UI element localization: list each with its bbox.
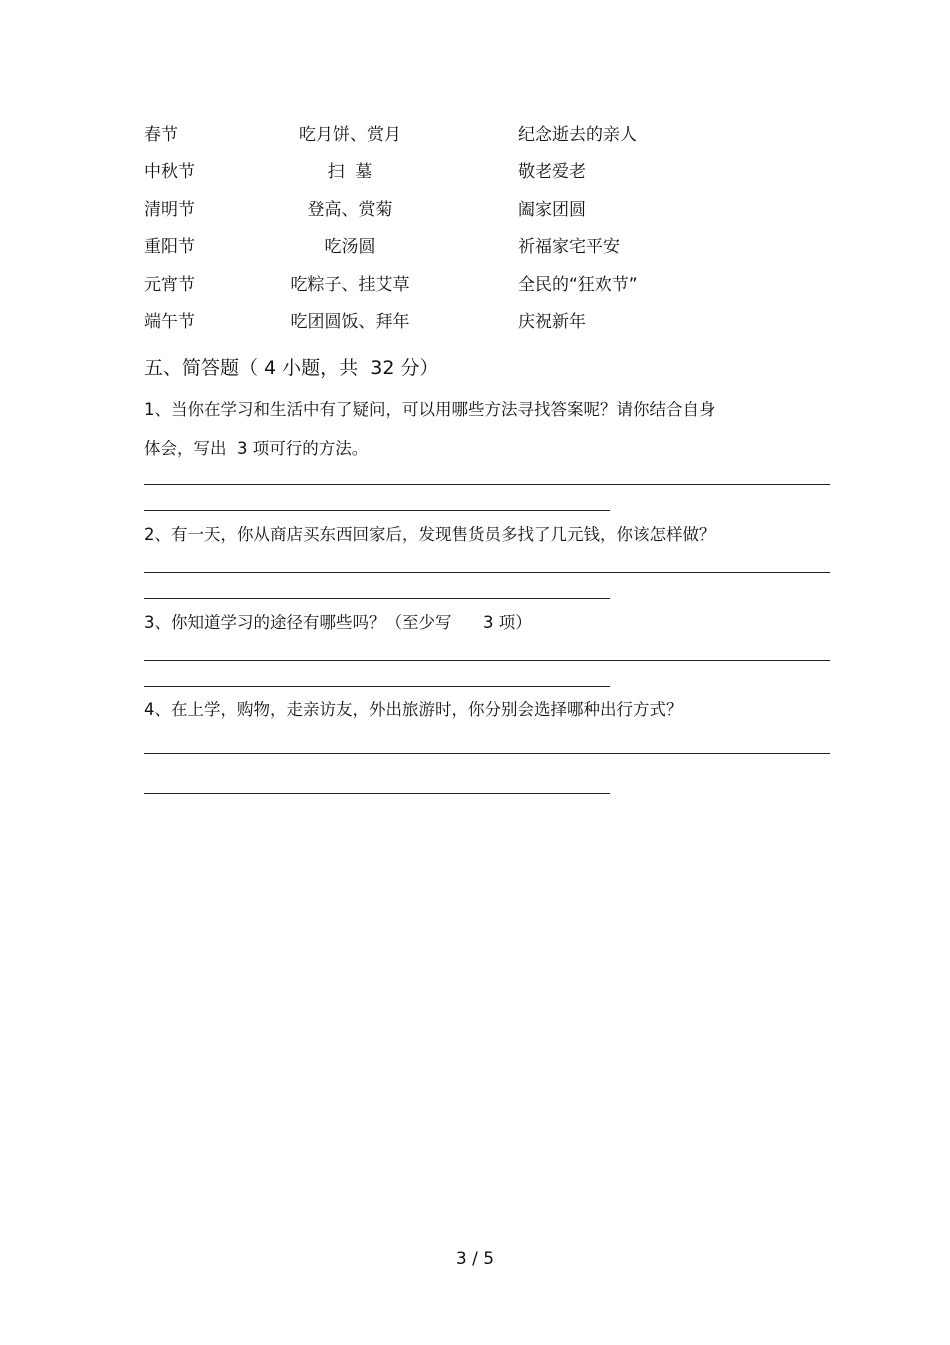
festival-custom: 吃粽子、挂艾草 — [290, 275, 410, 295]
answer-line[interactable] — [144, 510, 610, 511]
festival-custom: 吃团圆饭、拜年 — [290, 312, 410, 332]
question-1-line-1: 1、当你在学习和生活中有了疑问，可以用哪些方法寻找答案呢？请你结合自身 — [144, 400, 716, 419]
festival-meaning: 全民的“狂欢节” — [518, 275, 638, 295]
answer-line[interactable] — [144, 660, 830, 661]
page-number: 3 / 5 — [455, 1249, 495, 1269]
festival-name: 元宵节 — [144, 275, 195, 295]
answer-line[interactable] — [144, 793, 610, 794]
question-1-line-2: 体会，写出 3 项可行的方法。 — [144, 439, 369, 458]
festival-name: 重阳节 — [144, 237, 195, 257]
festival-custom: 吃汤圆 — [324, 237, 376, 257]
section-title: 五、简答题（ 4 小题，共 32 分） — [144, 357, 439, 379]
question-2: 2、有一天，你从商店买东西回家后，发现售货员多找了几元钱，你该怎样做？ — [144, 525, 716, 544]
question-4: 4、在上学，购物，走亲访友，外出旅游时，你分别会选择哪种出行方式？ — [144, 700, 683, 719]
festival-meaning: 庆祝新年 — [518, 312, 586, 332]
festival-meaning: 敬老爱老 — [518, 162, 586, 182]
festival-meaning: 阖家团圆 — [518, 200, 586, 220]
answer-line[interactable] — [144, 484, 830, 485]
festival-name: 端午节 — [144, 312, 195, 332]
answer-line[interactable] — [144, 753, 830, 754]
festival-name: 中秋节 — [144, 162, 195, 182]
answer-line[interactable] — [144, 598, 610, 599]
answer-line[interactable] — [144, 572, 830, 573]
festival-custom: 登高、赏菊 — [307, 200, 393, 220]
question-3: 3、你知道学习的途径有哪些吗？（至少写 3 项） — [144, 613, 532, 632]
festival-meaning: 纪念逝去的亲人 — [518, 125, 637, 145]
answer-line[interactable] — [144, 686, 610, 687]
festival-meaning: 祈福家宅平安 — [518, 237, 620, 257]
festival-name: 清明节 — [144, 200, 195, 220]
festival-name: 春节 — [144, 125, 178, 145]
festival-custom: 扫 墓 — [327, 162, 373, 182]
festival-custom: 吃月饼、赏月 — [299, 125, 401, 145]
